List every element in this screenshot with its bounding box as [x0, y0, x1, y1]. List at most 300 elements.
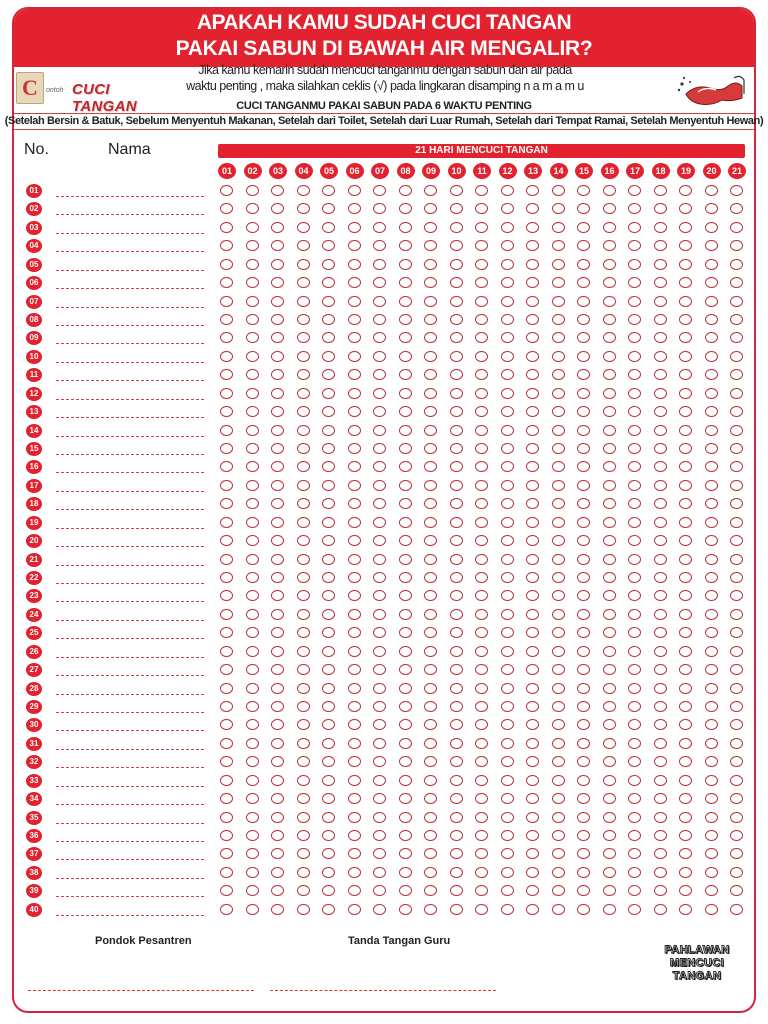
check-circle-row14-day11[interactable]	[475, 425, 488, 436]
check-circle-row31-day13[interactable]	[526, 738, 539, 749]
check-circle-row02-day14[interactable]	[552, 203, 565, 214]
check-circle-row10-day14[interactable]	[552, 351, 565, 362]
check-circle-row17-day02[interactable]	[246, 480, 259, 491]
check-circle-row12-day11[interactable]	[475, 388, 488, 399]
check-circle-row18-day08[interactable]	[399, 498, 412, 509]
check-circle-row22-day08[interactable]	[399, 572, 412, 583]
check-circle-row26-day02[interactable]	[246, 646, 259, 657]
check-circle-row26-day20[interactable]	[705, 646, 718, 657]
check-circle-row40-day13[interactable]	[526, 904, 539, 915]
check-circle-row24-day12[interactable]	[501, 609, 514, 620]
check-circle-row34-day04[interactable]	[297, 793, 310, 804]
check-circle-row03-day15[interactable]	[577, 222, 590, 233]
check-circle-row27-day20[interactable]	[705, 664, 718, 675]
check-circle-row03-day19[interactable]	[679, 222, 692, 233]
check-circle-row12-day05[interactable]	[322, 388, 335, 399]
check-circle-row05-day19[interactable]	[679, 259, 692, 270]
check-circle-row06-day18[interactable]	[654, 277, 667, 288]
check-circle-row07-day18[interactable]	[654, 296, 667, 307]
check-circle-row39-day06[interactable]	[348, 885, 361, 896]
check-circle-row31-day03[interactable]	[271, 738, 284, 749]
check-circle-row12-day15[interactable]	[577, 388, 590, 399]
check-circle-row21-day20[interactable]	[705, 554, 718, 565]
check-circle-row40-day14[interactable]	[552, 904, 565, 915]
check-circle-row35-day10[interactable]	[450, 812, 463, 823]
check-circle-row29-day20[interactable]	[705, 701, 718, 712]
check-circle-row34-day12[interactable]	[501, 793, 514, 804]
check-circle-row08-day12[interactable]	[501, 314, 514, 325]
check-circle-row04-day04[interactable]	[297, 240, 310, 251]
check-circle-row24-day16[interactable]	[603, 609, 616, 620]
check-circle-row32-day16[interactable]	[603, 756, 616, 767]
check-circle-row28-day15[interactable]	[577, 683, 590, 694]
check-circle-row36-day06[interactable]	[348, 830, 361, 841]
check-circle-row03-day04[interactable]	[297, 222, 310, 233]
check-circle-row18-day16[interactable]	[603, 498, 616, 509]
check-circle-row02-day02[interactable]	[246, 203, 259, 214]
check-circle-row01-day02[interactable]	[246, 185, 259, 196]
check-circle-row05-day11[interactable]	[475, 259, 488, 270]
check-circle-row10-day01[interactable]	[220, 351, 233, 362]
check-circle-row38-day02[interactable]	[246, 867, 259, 878]
check-circle-row01-day04[interactable]	[297, 185, 310, 196]
check-circle-row12-day20[interactable]	[705, 388, 718, 399]
check-circle-row22-day20[interactable]	[705, 572, 718, 583]
check-circle-row12-day04[interactable]	[297, 388, 310, 399]
check-circle-row15-day13[interactable]	[526, 443, 539, 454]
name-field-13[interactable]	[56, 417, 204, 418]
check-circle-row20-day08[interactable]	[399, 535, 412, 546]
check-circle-row29-day15[interactable]	[577, 701, 590, 712]
check-circle-row35-day07[interactable]	[373, 812, 386, 823]
check-circle-row20-day10[interactable]	[450, 535, 463, 546]
check-circle-row24-day19[interactable]	[679, 609, 692, 620]
check-circle-row10-day13[interactable]	[526, 351, 539, 362]
check-circle-row33-day02[interactable]	[246, 775, 259, 786]
check-circle-row26-day07[interactable]	[373, 646, 386, 657]
check-circle-row22-day09[interactable]	[424, 572, 437, 583]
check-circle-row14-day04[interactable]	[297, 425, 310, 436]
check-circle-row31-day15[interactable]	[577, 738, 590, 749]
check-circle-row08-day17[interactable]	[628, 314, 641, 325]
check-circle-row35-day21[interactable]	[730, 812, 743, 823]
check-circle-row40-day07[interactable]	[373, 904, 386, 915]
check-circle-row17-day07[interactable]	[373, 480, 386, 491]
check-circle-row08-day04[interactable]	[297, 314, 310, 325]
check-circle-row24-day01[interactable]	[220, 609, 233, 620]
name-field-25[interactable]	[56, 638, 204, 639]
name-field-39[interactable]	[56, 896, 204, 897]
check-circle-row35-day17[interactable]	[628, 812, 641, 823]
check-circle-row16-day18[interactable]	[654, 461, 667, 472]
check-circle-row03-day03[interactable]	[271, 222, 284, 233]
check-circle-row34-day08[interactable]	[399, 793, 412, 804]
check-circle-row34-day06[interactable]	[348, 793, 361, 804]
check-circle-row29-day01[interactable]	[220, 701, 233, 712]
check-circle-row09-day20[interactable]	[705, 332, 718, 343]
check-circle-row17-day15[interactable]	[577, 480, 590, 491]
name-field-28[interactable]	[56, 694, 204, 695]
check-circle-row02-day12[interactable]	[501, 203, 514, 214]
check-circle-row17-day05[interactable]	[322, 480, 335, 491]
check-circle-row24-day11[interactable]	[475, 609, 488, 620]
check-circle-row16-day06[interactable]	[348, 461, 361, 472]
name-field-33[interactable]	[56, 786, 204, 787]
check-circle-row01-day03[interactable]	[271, 185, 284, 196]
check-circle-row38-day08[interactable]	[399, 867, 412, 878]
check-circle-row36-day09[interactable]	[424, 830, 437, 841]
check-circle-row10-day12[interactable]	[501, 351, 514, 362]
check-circle-row35-day11[interactable]	[475, 812, 488, 823]
check-circle-row03-day17[interactable]	[628, 222, 641, 233]
check-circle-row27-day12[interactable]	[501, 664, 514, 675]
check-circle-row22-day01[interactable]	[220, 572, 233, 583]
check-circle-row38-day11[interactable]	[475, 867, 488, 878]
check-circle-row26-day17[interactable]	[628, 646, 641, 657]
check-circle-row34-day16[interactable]	[603, 793, 616, 804]
check-circle-row38-day20[interactable]	[705, 867, 718, 878]
check-circle-row29-day04[interactable]	[297, 701, 310, 712]
check-circle-row06-day12[interactable]	[501, 277, 514, 288]
check-circle-row27-day06[interactable]	[348, 664, 361, 675]
check-circle-row04-day02[interactable]	[246, 240, 259, 251]
check-circle-row03-day14[interactable]	[552, 222, 565, 233]
check-circle-row01-day14[interactable]	[552, 185, 565, 196]
check-circle-row40-day10[interactable]	[450, 904, 463, 915]
check-circle-row03-day16[interactable]	[603, 222, 616, 233]
check-circle-row12-day21[interactable]	[730, 388, 743, 399]
check-circle-row28-day07[interactable]	[373, 683, 386, 694]
name-field-37[interactable]	[56, 859, 204, 860]
check-circle-row07-day11[interactable]	[475, 296, 488, 307]
check-circle-row40-day01[interactable]	[220, 904, 233, 915]
check-circle-row31-day04[interactable]	[297, 738, 310, 749]
check-circle-row07-day05[interactable]	[322, 296, 335, 307]
check-circle-row05-day06[interactable]	[348, 259, 361, 270]
name-field-09[interactable]	[56, 343, 204, 344]
check-circle-row15-day18[interactable]	[654, 443, 667, 454]
name-field-30[interactable]	[56, 730, 204, 731]
check-circle-row10-day09[interactable]	[424, 351, 437, 362]
check-circle-row33-day19[interactable]	[679, 775, 692, 786]
check-circle-row13-day10[interactable]	[450, 406, 463, 417]
check-circle-row27-day18[interactable]	[654, 664, 667, 675]
check-circle-row11-day14[interactable]	[552, 369, 565, 380]
check-circle-row20-day16[interactable]	[603, 535, 616, 546]
check-circle-row14-day16[interactable]	[603, 425, 616, 436]
check-circle-row15-day17[interactable]	[628, 443, 641, 454]
check-circle-row35-day05[interactable]	[322, 812, 335, 823]
check-circle-row36-day05[interactable]	[322, 830, 335, 841]
check-circle-row19-day11[interactable]	[475, 517, 488, 528]
check-circle-row18-day14[interactable]	[552, 498, 565, 509]
check-circle-row31-day08[interactable]	[399, 738, 412, 749]
check-circle-row25-day16[interactable]	[603, 627, 616, 638]
name-field-16[interactable]	[56, 472, 204, 473]
check-circle-row40-day20[interactable]	[705, 904, 718, 915]
check-circle-row29-day17[interactable]	[628, 701, 641, 712]
check-circle-row35-day01[interactable]	[220, 812, 233, 823]
check-circle-row24-day09[interactable]	[424, 609, 437, 620]
check-circle-row14-day18[interactable]	[654, 425, 667, 436]
name-field-08[interactable]	[56, 325, 204, 326]
check-circle-row20-day20[interactable]	[705, 535, 718, 546]
check-circle-row38-day17[interactable]	[628, 867, 641, 878]
check-circle-row07-day19[interactable]	[679, 296, 692, 307]
check-circle-row39-day14[interactable]	[552, 885, 565, 896]
check-circle-row29-day03[interactable]	[271, 701, 284, 712]
check-circle-row07-day15[interactable]	[577, 296, 590, 307]
check-circle-row32-day02[interactable]	[246, 756, 259, 767]
check-circle-row08-day16[interactable]	[603, 314, 616, 325]
check-circle-row08-day11[interactable]	[475, 314, 488, 325]
check-circle-row18-day06[interactable]	[348, 498, 361, 509]
name-field-12[interactable]	[56, 399, 204, 400]
check-circle-row28-day08[interactable]	[399, 683, 412, 694]
check-circle-row21-day14[interactable]	[552, 554, 565, 565]
check-circle-row16-day10[interactable]	[450, 461, 463, 472]
check-circle-row15-day02[interactable]	[246, 443, 259, 454]
check-circle-row07-day16[interactable]	[603, 296, 616, 307]
check-circle-row40-day19[interactable]	[679, 904, 692, 915]
name-field-38[interactable]	[56, 878, 204, 879]
check-circle-row36-day15[interactable]	[577, 830, 590, 841]
check-circle-row07-day14[interactable]	[552, 296, 565, 307]
check-circle-row11-day10[interactable]	[450, 369, 463, 380]
check-circle-row29-day07[interactable]	[373, 701, 386, 712]
check-circle-row05-day09[interactable]	[424, 259, 437, 270]
check-circle-row13-day18[interactable]	[654, 406, 667, 417]
check-circle-row33-day17[interactable]	[628, 775, 641, 786]
check-circle-row35-day14[interactable]	[552, 812, 565, 823]
check-circle-row10-day04[interactable]	[297, 351, 310, 362]
check-circle-row12-day12[interactable]	[501, 388, 514, 399]
check-circle-row28-day11[interactable]	[475, 683, 488, 694]
check-circle-row05-day15[interactable]	[577, 259, 590, 270]
check-circle-row07-day02[interactable]	[246, 296, 259, 307]
check-circle-row18-day10[interactable]	[450, 498, 463, 509]
check-circle-row19-day01[interactable]	[220, 517, 233, 528]
check-circle-row34-day18[interactable]	[654, 793, 667, 804]
check-circle-row14-day13[interactable]	[526, 425, 539, 436]
check-circle-row04-day12[interactable]	[501, 240, 514, 251]
check-circle-row16-day04[interactable]	[297, 461, 310, 472]
check-circle-row31-day20[interactable]	[705, 738, 718, 749]
check-circle-row01-day15[interactable]	[577, 185, 590, 196]
check-circle-row24-day17[interactable]	[628, 609, 641, 620]
check-circle-row34-day20[interactable]	[705, 793, 718, 804]
name-field-15[interactable]	[56, 454, 204, 455]
check-circle-row06-day20[interactable]	[705, 277, 718, 288]
check-circle-row08-day09[interactable]	[424, 314, 437, 325]
check-circle-row17-day14[interactable]	[552, 480, 565, 491]
check-circle-row20-day12[interactable]	[501, 535, 514, 546]
name-field-34[interactable]	[56, 804, 204, 805]
check-circle-row19-day12[interactable]	[501, 517, 514, 528]
check-circle-row07-day13[interactable]	[526, 296, 539, 307]
check-circle-row24-day08[interactable]	[399, 609, 412, 620]
check-circle-row38-day14[interactable]	[552, 867, 565, 878]
check-circle-row20-day14[interactable]	[552, 535, 565, 546]
check-circle-row35-day16[interactable]	[603, 812, 616, 823]
check-circle-row19-day16[interactable]	[603, 517, 616, 528]
check-circle-row16-day20[interactable]	[705, 461, 718, 472]
check-circle-row27-day14[interactable]	[552, 664, 565, 675]
check-circle-row26-day05[interactable]	[322, 646, 335, 657]
check-circle-row35-day04[interactable]	[297, 812, 310, 823]
check-circle-row31-day11[interactable]	[475, 738, 488, 749]
check-circle-row03-day01[interactable]	[220, 222, 233, 233]
pondok-signature-line[interactable]	[28, 990, 254, 991]
check-circle-row15-day03[interactable]	[271, 443, 284, 454]
check-circle-row12-day02[interactable]	[246, 388, 259, 399]
check-circle-row26-day03[interactable]	[271, 646, 284, 657]
check-circle-row07-day12[interactable]	[501, 296, 514, 307]
check-circle-row36-day16[interactable]	[603, 830, 616, 841]
check-circle-row18-day02[interactable]	[246, 498, 259, 509]
check-circle-row29-day12[interactable]	[501, 701, 514, 712]
check-circle-row14-day19[interactable]	[679, 425, 692, 436]
check-circle-row07-day17[interactable]	[628, 296, 641, 307]
check-circle-row36-day11[interactable]	[475, 830, 488, 841]
check-circle-row33-day05[interactable]	[322, 775, 335, 786]
check-circle-row05-day01[interactable]	[220, 259, 233, 270]
check-circle-row03-day10[interactable]	[450, 222, 463, 233]
check-circle-row15-day04[interactable]	[297, 443, 310, 454]
name-field-24[interactable]	[56, 620, 204, 621]
check-circle-row39-day08[interactable]	[399, 885, 412, 896]
check-circle-row08-day06[interactable]	[348, 314, 361, 325]
name-field-19[interactable]	[56, 528, 204, 529]
check-circle-row29-day06[interactable]	[348, 701, 361, 712]
check-circle-row10-day16[interactable]	[603, 351, 616, 362]
check-circle-row28-day12[interactable]	[501, 683, 514, 694]
check-circle-row19-day08[interactable]	[399, 517, 412, 528]
check-circle-row08-day10[interactable]	[450, 314, 463, 325]
check-circle-row33-day21[interactable]	[730, 775, 743, 786]
check-circle-row02-day06[interactable]	[348, 203, 361, 214]
check-circle-row36-day01[interactable]	[220, 830, 233, 841]
check-circle-row05-day17[interactable]	[628, 259, 641, 270]
check-circle-row25-day02[interactable]	[246, 627, 259, 638]
check-circle-row29-day19[interactable]	[679, 701, 692, 712]
check-circle-row40-day09[interactable]	[424, 904, 437, 915]
check-circle-row29-day05[interactable]	[322, 701, 335, 712]
check-circle-row29-day16[interactable]	[603, 701, 616, 712]
name-field-07[interactable]	[56, 307, 204, 308]
check-circle-row38-day18[interactable]	[654, 867, 667, 878]
check-circle-row21-day05[interactable]	[322, 554, 335, 565]
check-circle-row17-day21[interactable]	[730, 480, 743, 491]
check-circle-row38-day10[interactable]	[450, 867, 463, 878]
check-circle-row28-day21[interactable]	[730, 683, 743, 694]
check-circle-row10-day05[interactable]	[322, 351, 335, 362]
check-circle-row04-day20[interactable]	[705, 240, 718, 251]
check-circle-row35-day12[interactable]	[501, 812, 514, 823]
check-circle-row08-day20[interactable]	[705, 314, 718, 325]
check-circle-row11-day18[interactable]	[654, 369, 667, 380]
check-circle-row08-day14[interactable]	[552, 314, 565, 325]
check-circle-row40-day05[interactable]	[322, 904, 335, 915]
name-field-03[interactable]	[56, 233, 204, 234]
check-circle-row02-day04[interactable]	[297, 203, 310, 214]
check-circle-row36-day14[interactable]	[552, 830, 565, 841]
check-circle-row40-day11[interactable]	[475, 904, 488, 915]
check-circle-row38-day13[interactable]	[526, 867, 539, 878]
check-circle-row38-day21[interactable]	[730, 867, 743, 878]
check-circle-row33-day13[interactable]	[526, 775, 539, 786]
check-circle-row21-day07[interactable]	[373, 554, 386, 565]
check-circle-row39-day18[interactable]	[654, 885, 667, 896]
check-circle-row19-day10[interactable]	[450, 517, 463, 528]
check-circle-row07-day08[interactable]	[399, 296, 412, 307]
check-circle-row21-day17[interactable]	[628, 554, 641, 565]
name-field-11[interactable]	[56, 380, 204, 381]
check-circle-row11-day04[interactable]	[297, 369, 310, 380]
check-circle-row21-day03[interactable]	[271, 554, 284, 565]
check-circle-row39-day20[interactable]	[705, 885, 718, 896]
check-circle-row09-day08[interactable]	[399, 332, 412, 343]
check-circle-row19-day13[interactable]	[526, 517, 539, 528]
check-circle-row22-day05[interactable]	[322, 572, 335, 583]
check-circle-row11-day06[interactable]	[348, 369, 361, 380]
check-circle-row28-day13[interactable]	[526, 683, 539, 694]
check-circle-row17-day13[interactable]	[526, 480, 539, 491]
check-circle-row32-day14[interactable]	[552, 756, 565, 767]
check-circle-row11-day16[interactable]	[603, 369, 616, 380]
check-circle-row33-day01[interactable]	[220, 775, 233, 786]
check-circle-row31-day17[interactable]	[628, 738, 641, 749]
check-circle-row25-day08[interactable]	[399, 627, 412, 638]
name-field-20[interactable]	[56, 546, 204, 547]
name-field-18[interactable]	[56, 509, 204, 510]
check-circle-row18-day18[interactable]	[654, 498, 667, 509]
check-circle-row35-day03[interactable]	[271, 812, 284, 823]
check-circle-row15-day19[interactable]	[679, 443, 692, 454]
name-field-40[interactable]	[56, 915, 204, 916]
check-circle-row19-day03[interactable]	[271, 517, 284, 528]
check-circle-row01-day05[interactable]	[322, 185, 335, 196]
check-circle-row32-day08[interactable]	[399, 756, 412, 767]
check-circle-row20-day04[interactable]	[297, 535, 310, 546]
check-circle-row34-day14[interactable]	[552, 793, 565, 804]
check-circle-row21-day09[interactable]	[424, 554, 437, 565]
check-circle-row03-day11[interactable]	[475, 222, 488, 233]
check-circle-row21-day19[interactable]	[679, 554, 692, 565]
check-circle-row15-day16[interactable]	[603, 443, 616, 454]
check-circle-row36-day21[interactable]	[730, 830, 743, 841]
check-circle-row12-day06[interactable]	[348, 388, 361, 399]
check-circle-row19-day21[interactable]	[730, 517, 743, 528]
check-circle-row08-day21[interactable]	[730, 314, 743, 325]
check-circle-row17-day04[interactable]	[297, 480, 310, 491]
check-circle-row10-day19[interactable]	[679, 351, 692, 362]
check-circle-row40-day17[interactable]	[628, 904, 641, 915]
check-circle-row09-day02[interactable]	[246, 332, 259, 343]
check-circle-row26-day21[interactable]	[730, 646, 743, 657]
check-circle-row26-day08[interactable]	[399, 646, 412, 657]
check-circle-row33-day18[interactable]	[654, 775, 667, 786]
check-circle-row13-day16[interactable]	[603, 406, 616, 417]
check-circle-row27-day08[interactable]	[399, 664, 412, 675]
check-circle-row19-day14[interactable]	[552, 517, 565, 528]
check-circle-row06-day02[interactable]	[246, 277, 259, 288]
check-circle-row25-day06[interactable]	[348, 627, 361, 638]
check-circle-row22-day21[interactable]	[730, 572, 743, 583]
check-circle-row14-day17[interactable]	[628, 425, 641, 436]
check-circle-row07-day03[interactable]	[271, 296, 284, 307]
check-circle-row19-day15[interactable]	[577, 517, 590, 528]
